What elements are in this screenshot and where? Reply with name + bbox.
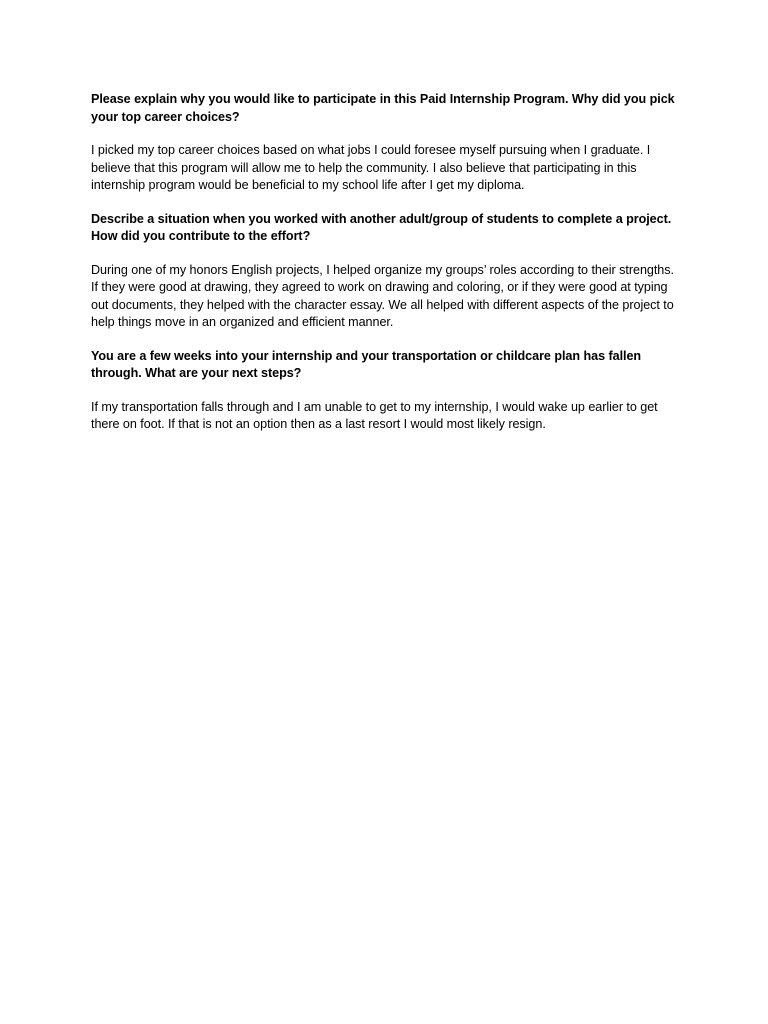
question-2 (91, 211, 691, 246)
question-1 (91, 91, 691, 126)
question-line: your top career choices? (91, 109, 240, 124)
document-page (91, 91, 691, 450)
answer-line: believe that this program will allow me to help the community. I also believe that participating in this (91, 160, 637, 175)
section-2 (91, 211, 691, 332)
answer-line: If they were good at drawing, they agreed to work on drawing and coloring, or if they were good at typing (91, 280, 668, 294)
section-1 (91, 91, 691, 195)
question-line: You are a few weeks into your internship and your transportation or childcare plan has fallen (91, 348, 642, 363)
question-line: Please explain why you would like to participate in this Paid Internship Program. Why did you pick (91, 92, 675, 106)
answer-line: help things move in an organized and efficient manner. (91, 315, 394, 329)
question-line: Describe a situation when you worked with another adult/group of students to complete a project. (91, 211, 672, 226)
question-line: through. What are your next steps? (91, 366, 302, 380)
answer-line: If my transportation falls through and I am unable to get to my internship, I would wake up earlier to get (91, 399, 658, 414)
answer-3 (91, 399, 691, 434)
answer-1 (91, 142, 691, 195)
answer-line: During one of my honors English projects, I helped organize my groups’ roles according to their strengths. (91, 262, 674, 277)
answer-2 (91, 262, 691, 332)
question-3 (91, 348, 691, 383)
question-line: How did you contribute to the effort? (91, 229, 311, 243)
answer-line: internship program would be beneficial to my school life after I get my diploma. (91, 178, 525, 192)
section-3 (91, 348, 691, 434)
answer-line: out documents, they helped with the character essay. We all helped with different aspects of the project to (91, 297, 674, 312)
answer-line: there on foot. If that is not an option then as a last resort I would most likely resign. (91, 417, 546, 431)
answer-line: I picked my top career choices based on what jobs I could foresee myself pursuing when I graduate. I (91, 143, 651, 157)
